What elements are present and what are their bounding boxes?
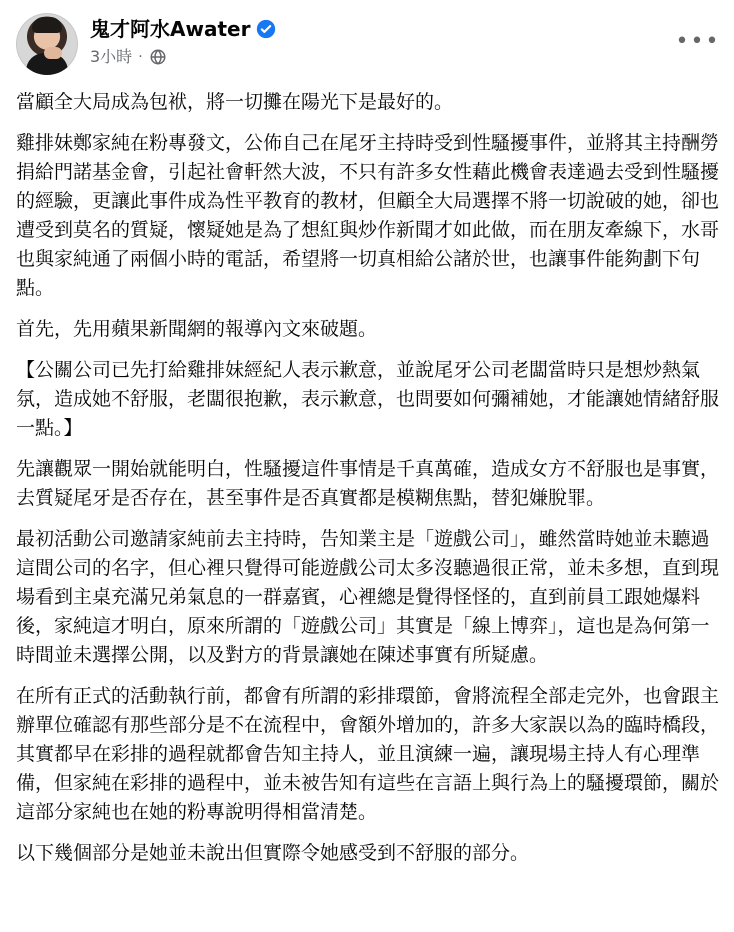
- author-row: [90, 16, 276, 42]
- paragraph-1: 當顧全大局成為包袱，將一切攤在陽光下是最好的。: [16, 91, 454, 113]
- paragraph-2: 雞排妹鄭家純在粉專發文，公佈自己在尾牙主持時受到性騷擾事件，並將其主持酬勞捐給門諾基金會，引起社會軒然大波，不只有許多女性藉此機會表達過去受到性騷擾的經驗，更讓此事件成為性平教育的教材，但顧全大局選擇不將一切說破的她，卻也遭受到莫名的質疑，懷疑她是為了想紅與炒作新聞才如此做，而在朋友牽線下，水哥也與家純通了兩個小時的電話，希望將一切真相給公諸於世，也讓事件能夠劃下句點。: [16, 132, 720, 299]
- avatar-hair: [32, 17, 62, 33]
- verified-badge-icon: [256, 19, 276, 39]
- paragraph-3: 首先，先用蘋果新聞網的報導內文來破題。: [16, 318, 378, 340]
- meta-separator: ·: [138, 49, 143, 65]
- post-header: [0, 0, 734, 90]
- paragraph-8: 以下幾個部分是她並未說出但實際令她感受到不舒服的部分。: [16, 842, 530, 864]
- paragraph-6: 最初活動公司邀請家純前去主持時，告知業主是「遊戲公司」，雖然當時她並未聽過這間公司的名字，但心裡只覺得可能遊戲公司太多沒聽過很正常，並未多想，直到現場看到主桌充滿兄弟氣息的一群嘉賓，心裡總是覺得怪怪的，直到前員工跟她爆料後，家純這才明白，原來所謂的「遊戲公司」其實是「線上博弈」，這也是為何第一時間並未選擇公開，以及對方的背景讓她在陳述事實有所疑慮。: [16, 528, 720, 666]
- post-content: [16, 88, 720, 880]
- paragraph-5: 先讓觀眾一開始就能明白，性騷擾這件事情是千真萬確，造成女方不舒服也是事實，去質疑尾牙是否存在，甚至事件是否真實都是模糊焦點，替犯嫌脫罪。: [16, 458, 720, 509]
- author-name[interactable]: 鬼才阿水Awater: [90, 17, 251, 41]
- post-meta: [90, 47, 167, 67]
- avatar[interactable]: [16, 13, 78, 75]
- post-time[interactable]: 3小時: [90, 47, 133, 66]
- paragraph-7: 在所有正式的活動執行前，都會有所謂的彩排環節，會將流程全部走完外，也會跟主辦單位確認有那些部分是不在流程中，會額外增加的，許多大家誤以為的臨時橋段，其實都早在彩排的過程就都會告知主持人，並且演練一遍，讓現場主持人有心理準備，但家純在彩排的過程中，並未被告知有這些在言語上與行為上的騷擾環節，關於這部分家純也在她的粉專說明得相當清楚。: [16, 685, 720, 823]
- avatar-hand: [44, 47, 62, 59]
- globe-icon[interactable]: [149, 48, 167, 66]
- more-options-button[interactable]: •••: [675, 29, 721, 54]
- paragraph-4: 【公關公司已先打給雞排妹經紀人表示歉意，並說尾牙公司老闆當時只是想炒熱氣氛，造成她不舒服，老闆很抱歉，表示歉意，也問要如何彌補她，才能讓她情緒舒服一點。】: [16, 359, 720, 439]
